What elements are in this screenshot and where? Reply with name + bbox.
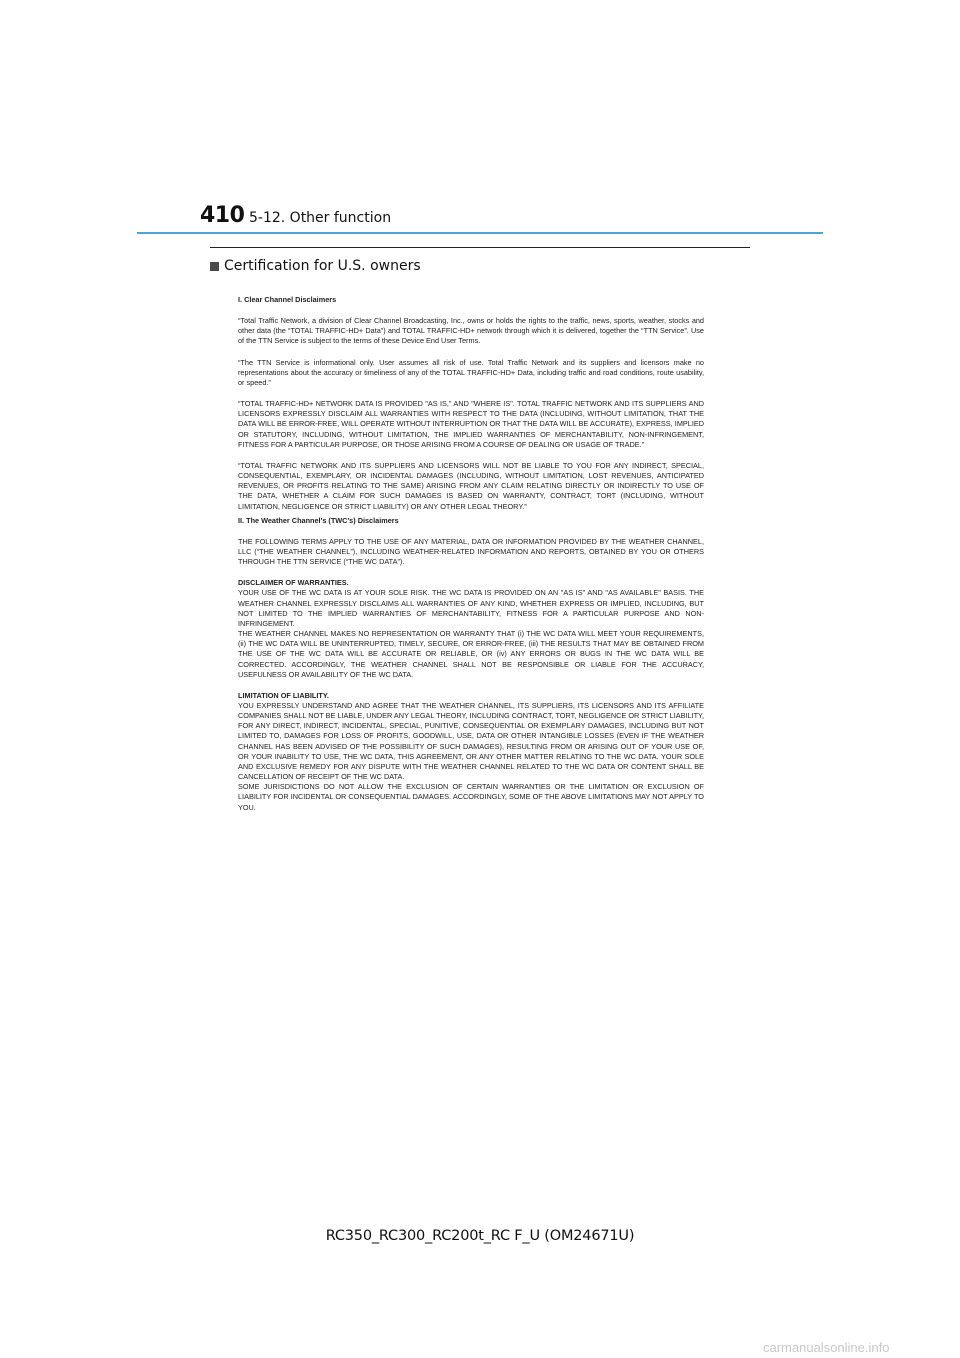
square-bullet-icon — [210, 262, 219, 271]
twc-liability-paragraph: YOU EXPRESSLY UNDERSTAND AND AGREE THAT THE WEATHER CHANNEL, ITS SUPPLIERS, ITS LICENSORS AND ITS AFFILIATE COMPANIES SHALL NOT BE LIABLE, UNDER ANY LEGAL THEORY, INCLUDING CONTRACT, TORT, NEGLIGENCE OR STRICT LIABILITY, FOR ANY DIRECT, INDIRECT, INCIDENTAL, SPECIAL, PUNITIVE, CONSEQUENTIAL OR EXEMPLARY DAMAGES, INCLUDING BUT NOT LIMITED TO, DAMAGES FOR LOSS OF PROFITS, GOODWILL, USE, DATA OR OTHER INTANGIBLE LOSSES (EVEN IF THE WEATHER CHANNEL HAS BEEN ADVISED OF THE POSSIBILITY OF SUCH DAMAGES), RESULTING FROM OR ARISING OUT OF YOUR USE OF, OR YOUR INABILITY TO USE, THE WC DATA, THIS AGREEMENT, OR ANY OTHER MATTER RELATING TO THE WC DATA. YOUR SOLE AND EXCLUSIVE REMEDY FOR ANY DISPUTE WITH THE WEATHER CHANNEL RELATED TO THE WC DATA OR CONTENT SHALL BE CANCELLATION OF RECEIPT OF THE WC DATA. — [238, 701, 704, 782]
section-heading — [210, 258, 421, 274]
twc-terms-paragraph: THE FOLLOWING TERMS APPLY TO THE USE OF ANY MATERIAL, DATA OR INFORMATION PROVIDED BY THE WEATHER CHANNEL, LLC (“THE WEATHER CHANNEL”), INCLUDING WEATHER-RELATED INFORMATION AND REPORTS, OBTAINED BY YOU OR OTHERS THROUGH THE TTN SERVICE (“THE WC DATA”). — [238, 536, 704, 567]
ttn-liability-paragraph: “TOTAL TRAFFIC NETWORK AND ITS SUPPLIERS AND LICENSORS WILL NOT BE LIABLE TO YOU FOR ANY INDIRECT, SPECIAL, CONSEQUENTIAL, EXEMPLARY, OR INCIDENTAL DAMAGES (INCLUDING, WITHOUT LIMITATION, LOST REVENUES, ANTICIPATED REVENUES, OR PROFITS RELATING TO THE SAME) ARISING FROM ANY CLAIM RELATING DIRECTLY OR INDIRECTLY TO USE OF THE DATA, WHETHER A CLAIM FOR SUCH DAMAGES IS BASED ON WARRANTY, CONTRACT, TORT (INCLUDING, WITHOUT LIMITATION, NEGLIGENCE OR STRICT LIABILITY) OR ANY OTHER LEGAL THEORY.” — [238, 460, 704, 511]
section-title: 5-12. Other function — [249, 210, 392, 226]
ttn-ownership-paragraph: “Total Traffic Network, a division of Clear Channel Broadcasting, Inc., owns or holds the rights to the traffic, news, sports, weather, stocks and other data (the “TOTAL TRAFFIC-HD+ Data”) and TOTAL TRAFFIC-HD+ network through which it is delivered, together the “TTN Service”. Use of the TTN Service is subject to the terms of these Device End User Terms. — [238, 316, 704, 346]
twc-as-is-paragraph: YOUR USE OF THE WC DATA IS AT YOUR SOLE RISK. THE WC DATA IS PROVIDED ON AN "AS IS" AND "AS AVAILABLE" BASIS. THE WEATHER CHANNEL EXPRESSLY DISCLAIMS ALL WARRANTIES OF ANY KIND, WHETHER EXPRESS OR IMPLIED, INCLUDING, BUT NOT LIMITED TO THE IMPLIED WARRANTIES OF MERCHANTABILITY, FITNESS FOR A PARTICULAR PURPOSE AND NON-INFRINGEMENT. — [238, 588, 704, 628]
jurisdictions-paragraph: SOME JURISDICTIONS DO NOT ALLOW THE EXCLUSION OF CERTAIN WARRANTIES OR THE LIMITATION OR EXCLUSION OF LIABILITY FOR INCIDENTAL OR CONSEQUENTIAL DAMAGES. ACCORDINGLY, SOME OF THE ABOVE LIMITATIONS MAY NOT APPLY TO YOU. — [238, 782, 704, 812]
clear-channel-heading: I. Clear Channel Disclaimers — [238, 295, 337, 304]
section-heading-text: Certification for U.S. owners — [224, 258, 421, 274]
watermark: carmanualsonline.info — [763, 1340, 890, 1355]
content-divider — [210, 247, 750, 248]
twc-no-representation-paragraph: THE WEATHER CHANNEL MAKES NO REPRESENTATION OR WARRANTY THAT (i) THE WC DATA WILL MEET YOUR REQUIREMENTS, (ii) THE WC DATA WILL BE UNINTERRUPTED, TIMELY, SECURE, OR ERROR-FREE, (iii) THE RESULTS THAT MAY BE OBTAINED FROM THE USE OF THE WC DATA WILL BE ACCURATE OR RELIABLE, OR (iv) ANY ERRORS OR BUGS IN THE WC DATA WILL BE CORRECTED. ACCORDINGLY, THE WEATHER CHANNEL SHALL NOT BE RESPONSIBLE OR LIABLE FOR THE ACCURACY, USEFULNESS OR AVAILABILITY OF THE WC DATA. — [238, 629, 704, 679]
header-divider — [137, 232, 823, 234]
limitation-of-liability-heading: LIMITATION OF LIABILITY. — [238, 690, 329, 700]
disclaimer-of-warranties-heading: DISCLAIMER OF WARRANTIES. — [238, 578, 349, 588]
ttn-as-is-paragraph: “TOTAL TRAFFIC-HD+ NETWORK DATA IS PROVIDED "AS IS," AND "WHERE IS". TOTAL TRAFFIC NETWORK AND ITS SUPPLIERS AND LICENSORS EXPRESSLY DISCLAIM ALL WARRANTIES WITH RESPECT TO THE DATA (INCLUDING, WITHOUT LIMITATION, THAT THE DATA WILL BE ERROR-FREE, WILL OPERATE WITHOUT INTERRUPTION OR THAT THE DATA WILL BE ACCURATE), EXPRESS, IMPLIED OR STATUTORY, INCLUDING, WITHOUT LIMITATION, THE IMPLIED WARRANTIES OF MERCHANTABILITY, NON-INFRINGEMENT, FITNESS FOR A PARTICULAR PURPOSE, OR THOSE ARISING FROM A COURSE OF DEALING OR USAGE OF TRADE.” — [238, 399, 704, 449]
weather-channel-heading: II. The Weather Channel's (TWC's) Disclaimers — [238, 515, 399, 525]
legal-disclaimer-block — [238, 295, 704, 813]
model-code-footer: RC350_RC300_RC200t_RC F_U (OM24671U) — [325, 1228, 635, 1244]
page-number: 410 — [200, 203, 245, 228]
ttn-informational-paragraph: “The TTN Service is informational only. User assumes all risk of use. Total Traffic Network and its suppliers and licensors make no representations about the accuracy or timeliness of any of the TOTAL TRAFFIC-HD+ Data, including traffic and road conditions, route usability, or speed.” — [238, 357, 704, 387]
